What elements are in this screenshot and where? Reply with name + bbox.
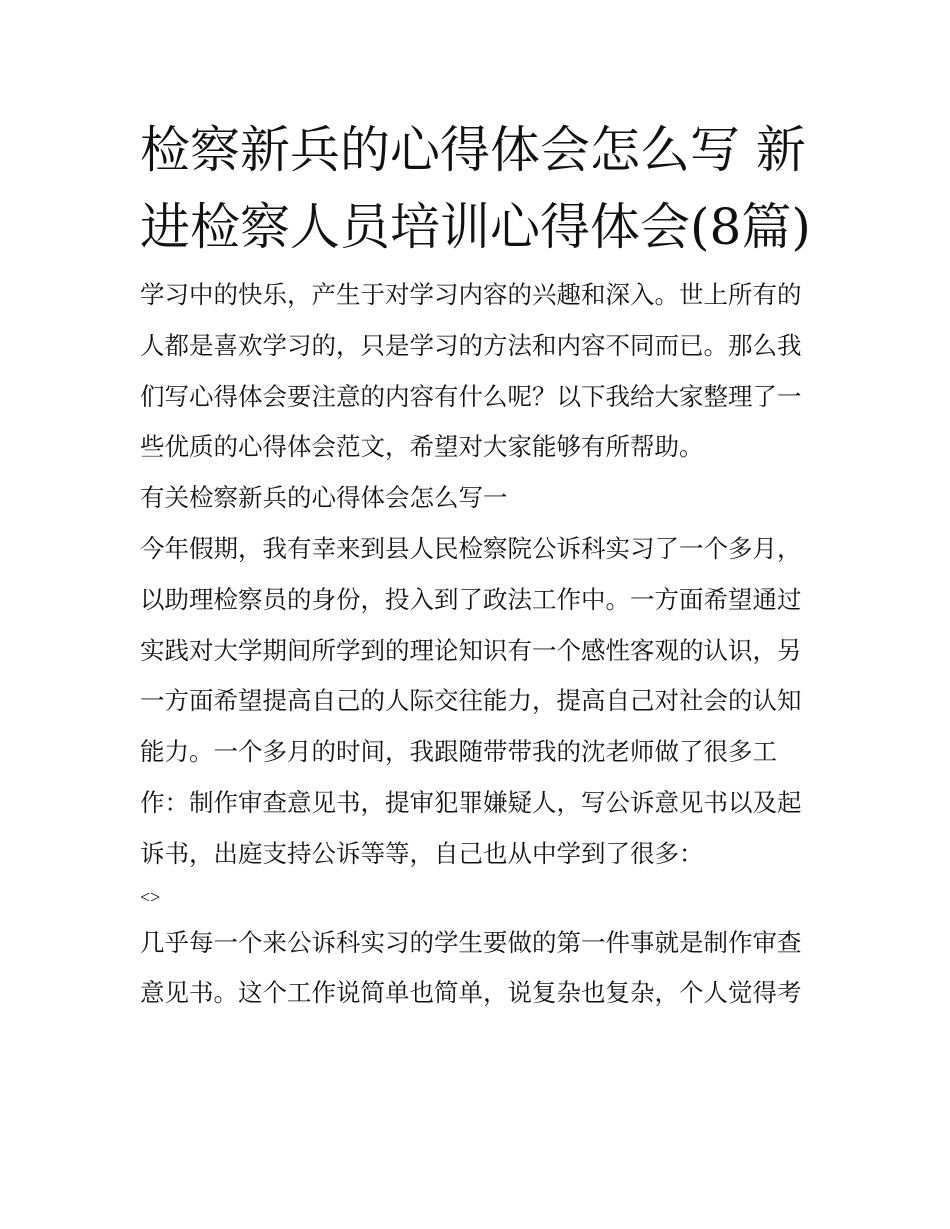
section-heading: 有关检察新兵的心得体会怎么写一 [140,483,508,513]
placeholder-mark: <> [140,886,161,907]
intro-paragraph: 学习中的快乐，产生于对学习内容的兴趣和深入。世上所有的人都是喜欢学习的，只是学习的方法和内容不同而已。那么我们写心得体会要注意的内容有什么呢？以下我给大家整理了一些优质的心得体会范文，希望对大家能够有所帮助。 [140,280,802,462]
body-paragraph-2: 几乎每一个来公诉科实习的学生要做的第一件事就是制作审查意见书。这个工作说简单也简单，说复杂也复杂，个人觉得考 [140,927,802,1008]
body-paragraph-1: 今年假期，我有幸来到县人民检察院公诉科实习了一个多月，以助理检察员的身份，投入到了政法工作中。一方面希望通过实践对大学期间所学到的理论知识有一个感性客观的认识，另一方面希望提高自己的人际交往能力，提高自己对社会的认知能力。一个多月的时间，我跟随带带我的沈老师做了很多工作：制作审查意见书，提审犯罪嫌疑人，写公诉意见书以及起诉书，出庭支持公诉等等，自己也从中学到了很多： [140,533,802,868]
document-title: 检察新兵的心得体会怎么写 新进检察人员培训心得体会(8篇) [140,121,811,256]
document-page [140,112,820,1019]
